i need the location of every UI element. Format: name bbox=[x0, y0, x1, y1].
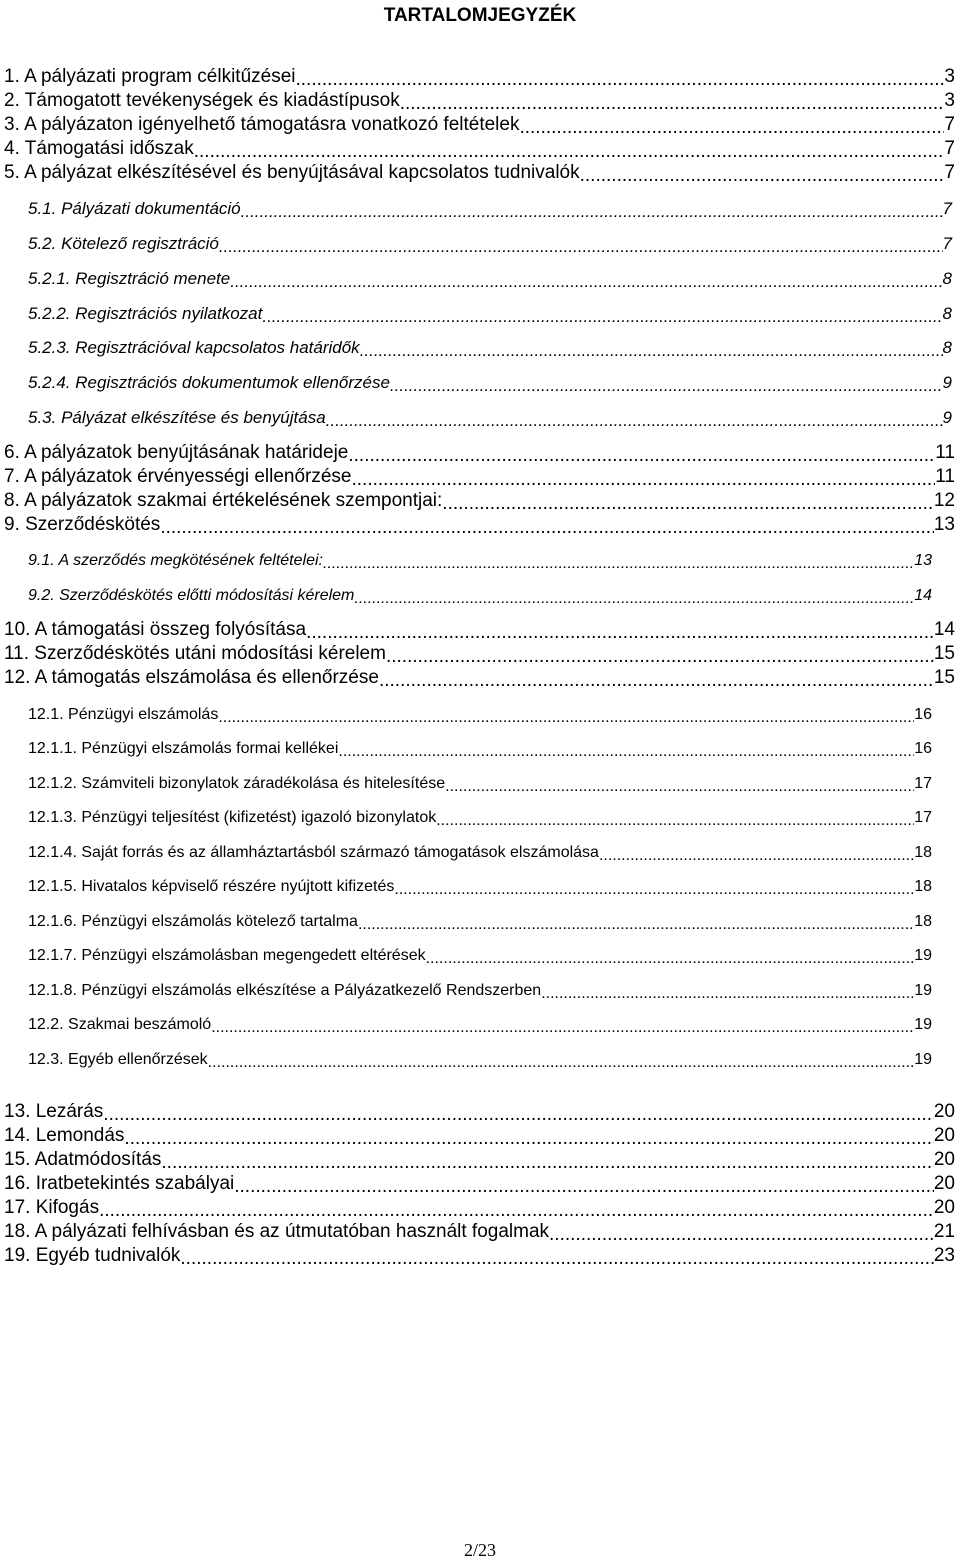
toc-entry-1[interactable] bbox=[0, 64, 960, 88]
toc-entry-12-1-4[interactable] bbox=[0, 838, 960, 862]
toc-entry-label: 5.2.4. Regisztrációs dokumentumok ellenőrzése bbox=[28, 373, 390, 392]
dot-leader bbox=[218, 708, 914, 724]
toc-entry-label: 12.1. Pénzügyi elszámolás bbox=[28, 706, 219, 723]
toc-entry-label: 9. Szerződéskötés bbox=[4, 514, 161, 535]
toc-page-number: 15 bbox=[933, 643, 955, 664]
toc-entry-label: 16. Iratbetekintés szabályai bbox=[4, 1173, 235, 1194]
toc-entry-label: 5.3. Pályázat elkészítése és benyújtása bbox=[28, 408, 326, 427]
toc-entry-label: 5.2.1. Regisztráció menete bbox=[28, 269, 231, 288]
toc-page-number: 14 bbox=[933, 619, 955, 640]
dot-leader bbox=[230, 272, 942, 289]
toc-entry-10[interactable] bbox=[0, 617, 960, 641]
toc-page-number: 11 bbox=[935, 442, 955, 463]
toc-page-number: 23 bbox=[933, 1245, 955, 1266]
toc-entry-label: 12.1.7. Pénzügyi elszámolásban megengedett eltérések bbox=[28, 947, 426, 964]
toc-entry-5-2-3[interactable] bbox=[0, 334, 960, 358]
toc-page-number: 7 bbox=[944, 114, 955, 135]
dot-leader bbox=[326, 411, 943, 428]
toc-page-number: 19 bbox=[914, 1051, 932, 1068]
toc-entry-12-3[interactable] bbox=[0, 1045, 960, 1069]
toc-entry-5-1[interactable] bbox=[0, 195, 960, 219]
toc-entry-14[interactable] bbox=[0, 1123, 960, 1147]
toc-entry-label: 18. A pályázati felhívásban és az útmutatóban használt fogalmak bbox=[4, 1221, 550, 1242]
toc-page-number: 7 bbox=[942, 199, 952, 218]
toc-entry-12-1-1[interactable] bbox=[0, 734, 960, 758]
toc-entry-12[interactable] bbox=[0, 665, 960, 689]
toc-page-number: 20 bbox=[933, 1149, 955, 1170]
toc-entry-label: 6. A pályázatok benyújtásának határideje bbox=[4, 442, 349, 463]
toc-entry-label: 12.1.2. Számviteli bizonylatok záradékolása és hitelesítése bbox=[28, 775, 446, 792]
toc-entry-label: 7. A pályázatok érvényességi ellenőrzése bbox=[4, 466, 352, 487]
toc-entry-5-3[interactable] bbox=[0, 404, 960, 428]
toc-page-number: 20 bbox=[933, 1197, 955, 1218]
dot-leader bbox=[358, 915, 914, 931]
dot-leader bbox=[400, 93, 945, 112]
toc-entry-label: 11. Szerződéskötés utáni módosítási kérelem bbox=[4, 643, 386, 664]
dot-leader bbox=[161, 1152, 933, 1171]
toc-page-number: 11 bbox=[935, 466, 955, 487]
dot-leader bbox=[426, 949, 915, 965]
toc-entry-2[interactable] bbox=[0, 88, 960, 112]
toc-entry-label: 15. Adatmódosítás bbox=[4, 1149, 162, 1170]
toc-entry-12-1-7[interactable] bbox=[0, 941, 960, 965]
toc-page-number: 15 bbox=[933, 667, 955, 688]
dot-leader bbox=[442, 493, 934, 512]
toc-entry-9[interactable] bbox=[0, 512, 960, 536]
toc-entry-label: 12. A támogatás elszámolása és ellenőrzése bbox=[4, 667, 379, 688]
toc-entry-label: 5.1. Pályázati dokumentáció bbox=[28, 199, 241, 218]
toc-page-number: 13 bbox=[933, 514, 955, 535]
dot-leader bbox=[360, 341, 943, 358]
toc-entry-label: 12.2. Szakmai beszámoló bbox=[28, 1016, 212, 1033]
toc-entry-8[interactable] bbox=[0, 488, 960, 512]
toc-entry-9-2[interactable] bbox=[0, 581, 960, 605]
toc-entry-5[interactable] bbox=[0, 160, 960, 184]
dot-leader bbox=[436, 811, 914, 827]
toc-entry-19[interactable] bbox=[0, 1243, 960, 1267]
toc-page-number: 17 bbox=[914, 775, 932, 792]
toc-page-number: 9 bbox=[942, 408, 952, 427]
toc-entry-label: 19. Egyéb tudnivalók bbox=[4, 1245, 181, 1266]
dot-leader bbox=[394, 880, 914, 896]
dot-leader bbox=[99, 1200, 934, 1219]
toc-entry-label: 9.2. Szerződéskötés előtti módosítási kérelem bbox=[28, 587, 355, 604]
toc-page-number: 17 bbox=[914, 809, 932, 826]
toc-page-number: 16 bbox=[914, 740, 932, 757]
dot-leader bbox=[352, 469, 936, 488]
dot-leader bbox=[211, 1018, 914, 1034]
toc-entry-label: 12.1.1. Pénzügyi elszámolás formai kellékei bbox=[28, 740, 339, 757]
dot-leader bbox=[160, 517, 934, 536]
toc-entry-12-1-6[interactable] bbox=[0, 907, 960, 931]
page-number-footer: 2/23 bbox=[463, 1540, 496, 1560]
toc-entry-label: 10. A támogatási összeg folyósítása bbox=[4, 619, 307, 640]
toc-entry-label: 12.1.4. Saját forrás és az államháztartásból származó támogatások elszámolása bbox=[28, 844, 599, 861]
toc-page-number: 20 bbox=[933, 1101, 955, 1122]
toc-page-number: 8 bbox=[942, 304, 952, 323]
dot-leader bbox=[194, 141, 945, 160]
toc-page-number: 12 bbox=[933, 490, 955, 511]
dot-leader bbox=[519, 117, 944, 136]
dot-leader bbox=[354, 589, 914, 605]
toc-entry-12-2[interactable] bbox=[0, 1010, 960, 1034]
toc-entry-5-2-2[interactable] bbox=[0, 300, 960, 324]
toc-entry-label: 17. Kifogás bbox=[4, 1197, 100, 1218]
toc-page-number: 20 bbox=[933, 1125, 955, 1146]
toc-page-number: 21 bbox=[933, 1221, 955, 1242]
dot-leader bbox=[124, 1128, 933, 1147]
toc-page-number: 8 bbox=[942, 269, 952, 288]
toc-page-number: 14 bbox=[914, 587, 932, 604]
toc-entry-label: 13. Lezárás bbox=[4, 1101, 104, 1122]
toc-entry-label: 3. A pályázaton igényelhető támogatásra vonatkozó feltételek bbox=[4, 114, 520, 135]
toc-page-number: 18 bbox=[914, 844, 932, 861]
toc-entry-5-2-1[interactable] bbox=[0, 265, 960, 289]
toc-entry-4[interactable] bbox=[0, 136, 960, 160]
toc-page-number: 18 bbox=[914, 878, 932, 895]
toc-entry-15[interactable] bbox=[0, 1147, 960, 1171]
dot-leader bbox=[445, 777, 914, 793]
dot-leader bbox=[208, 1053, 915, 1069]
dot-leader bbox=[180, 1248, 933, 1267]
toc-page-number: 8 bbox=[942, 338, 952, 357]
toc-entry-label: 12.3. Egyéb ellenőrzések bbox=[28, 1051, 208, 1068]
dot-leader bbox=[541, 984, 914, 1000]
toc-entry-12-1-2[interactable] bbox=[0, 769, 960, 793]
toc-entry-13[interactable] bbox=[0, 1099, 960, 1123]
dot-leader bbox=[379, 670, 934, 689]
toc-page-number: 18 bbox=[914, 913, 932, 930]
toc-entry-7[interactable] bbox=[0, 464, 960, 488]
toc-entry-label: 5.2.2. Regisztrációs nyilatkozat bbox=[28, 304, 263, 323]
dot-leader bbox=[296, 69, 945, 88]
dot-leader bbox=[234, 1176, 934, 1195]
toc-page-number: 20 bbox=[933, 1173, 955, 1194]
toc-entry-label: 9.1. A szerződés megkötésének feltételei: bbox=[28, 552, 323, 569]
toc-entry-11[interactable] bbox=[0, 641, 960, 665]
toc-entry-label: 5. A pályázat elkészítésével és benyújtásával kapcsolatos tudnivalók bbox=[4, 162, 580, 183]
toc-title: TARTALOMJEGYZÉK bbox=[383, 5, 577, 26]
toc-entry-5-2-4[interactable] bbox=[0, 369, 960, 393]
dot-leader bbox=[549, 1224, 934, 1243]
toc-page-number: 13 bbox=[914, 552, 932, 569]
toc-entry-3[interactable] bbox=[0, 112, 960, 136]
dot-leader bbox=[103, 1104, 934, 1123]
dot-leader bbox=[390, 376, 943, 393]
dot-leader bbox=[306, 622, 934, 641]
toc-entry-label: 1. A pályázati program célkitűzései bbox=[4, 66, 296, 87]
toc-page-number: 3 bbox=[944, 90, 955, 111]
toc-entry-label: 5.2. Kötelező regisztráció bbox=[28, 234, 219, 253]
toc-entry-17[interactable] bbox=[0, 1195, 960, 1219]
dot-leader bbox=[338, 742, 914, 758]
dot-leader bbox=[348, 445, 935, 464]
toc-entry-16[interactable] bbox=[0, 1171, 960, 1195]
toc-page-number: 19 bbox=[914, 1016, 932, 1033]
dot-leader bbox=[386, 646, 934, 665]
toc-entry-label: 12.1.5. Hivatalos képviselő részére nyújtott kifizetés bbox=[28, 878, 395, 895]
dot-leader bbox=[323, 554, 914, 570]
toc-entry-label: 14. Lemondás bbox=[4, 1125, 125, 1146]
toc-entry-label: 12.1.3. Pénzügyi teljesítést (kifizetést) igazoló bizonylatok bbox=[28, 809, 437, 826]
toc-entry-label: 8. A pályázatok szakmai értékelésének szempontjai: bbox=[4, 490, 443, 511]
dot-leader bbox=[262, 307, 942, 324]
toc-entry-label: 4. Támogatási időszak bbox=[4, 138, 194, 159]
toc-page-number: 9 bbox=[942, 373, 952, 392]
toc-entry-18[interactable] bbox=[0, 1219, 960, 1243]
toc-page-number: 3 bbox=[944, 66, 955, 87]
toc-page-number: 7 bbox=[944, 162, 955, 183]
dot-leader bbox=[599, 846, 914, 862]
toc-entry-12-1-3[interactable] bbox=[0, 803, 960, 827]
toc-entry-12-1[interactable] bbox=[0, 700, 960, 724]
toc-page-number: 16 bbox=[914, 706, 932, 723]
toc-entry-label: 12.1.6. Pénzügyi elszámolás kötelező tartalma bbox=[28, 913, 358, 930]
toc-entry-9-1[interactable] bbox=[0, 546, 960, 570]
toc-page-number: 19 bbox=[914, 947, 932, 964]
toc-entry-label: 2. Támogatott tevékenységek és kiadástípusok bbox=[4, 90, 400, 111]
toc-entry-label: 5.2.3. Regisztrációval kapcsolatos határidők bbox=[28, 338, 360, 357]
toc-entry-12-1-8[interactable] bbox=[0, 976, 960, 1000]
dot-leader bbox=[219, 237, 943, 254]
toc-page-number: 7 bbox=[944, 138, 955, 159]
toc-page-number: 19 bbox=[914, 982, 932, 999]
toc-page-number: 7 bbox=[942, 234, 952, 253]
toc-entry-12-1-5[interactable] bbox=[0, 872, 960, 896]
toc-entry-6[interactable] bbox=[0, 440, 960, 464]
dot-leader bbox=[580, 165, 945, 184]
toc-entry-label: 12.1.8. Pénzügyi elszámolás elkészítése a Pályázatkezelő Rendszerben bbox=[28, 982, 542, 999]
toc-entry-5-2[interactable] bbox=[0, 230, 960, 254]
dot-leader bbox=[241, 202, 943, 219]
